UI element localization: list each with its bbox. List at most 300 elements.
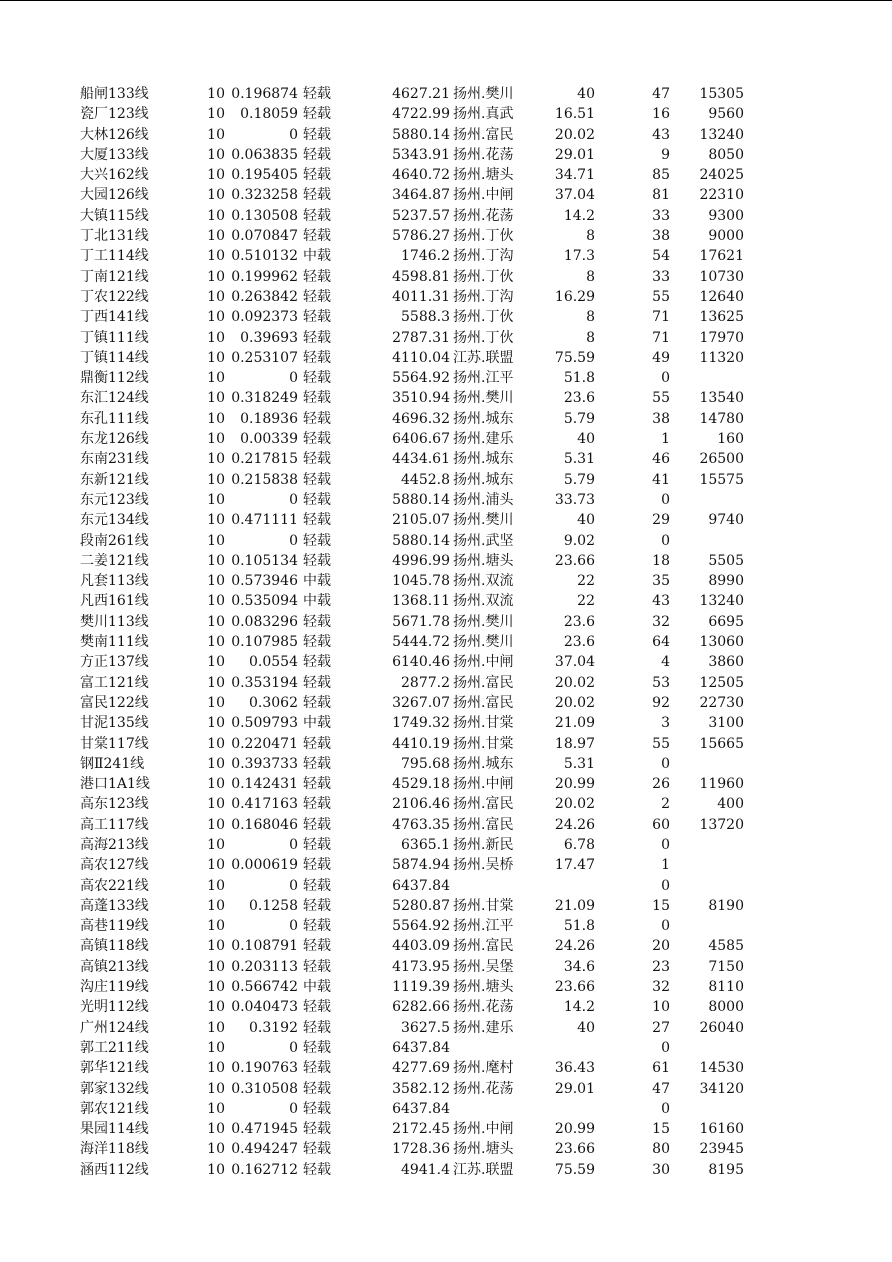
cell-capacity: 6140.46 <box>392 654 450 671</box>
cell-capacity: 1728.36 <box>392 1141 450 1158</box>
cell-voltage: 10 <box>207 491 225 508</box>
cell-capacity: 3267.07 <box>392 694 450 711</box>
cell-distance: 5.31 <box>563 755 595 772</box>
table-row <box>0 490 892 510</box>
cell-capacity: 1746.2 <box>401 248 450 265</box>
cell-load-status: 轻载 <box>303 694 331 711</box>
cell-load-status: 轻载 <box>303 309 331 326</box>
cell-line-name: 高镇118线 <box>80 938 149 955</box>
table-row <box>0 1119 892 1139</box>
cell-load-rate: 0.000619 <box>231 857 298 874</box>
cell-line-name: 大镇115线 <box>80 207 149 224</box>
table-row <box>0 531 892 551</box>
cell-distance: 24.26 <box>554 938 595 955</box>
cell-substation: 扬州.樊川 <box>453 613 514 630</box>
cell-kva: 8990 <box>708 573 744 590</box>
table-row <box>0 673 892 693</box>
cell-kva: 6695 <box>708 613 744 630</box>
cell-line-name: 樊南111线 <box>80 634 149 651</box>
cell-load-rate: 0.471111 <box>231 512 298 529</box>
cell-substation: 扬州.武坚 <box>453 532 514 549</box>
cell-count: 64 <box>652 634 670 651</box>
cell-voltage: 10 <box>207 431 225 448</box>
cell-line-name: 高农221线 <box>80 877 149 894</box>
cell-capacity: 1368.11 <box>392 593 450 610</box>
cell-capacity: 5880.14 <box>392 126 450 143</box>
cell-count: 0 <box>661 836 670 853</box>
cell-kva: 15575 <box>699 471 744 488</box>
cell-substation: 扬州.甘棠 <box>453 715 514 732</box>
cell-distance: 21.09 <box>554 715 595 732</box>
cell-count: 1 <box>661 857 670 874</box>
cell-voltage: 10 <box>207 654 225 671</box>
cell-load-status: 轻载 <box>303 207 331 224</box>
cell-count: 81 <box>652 187 670 204</box>
table-row <box>0 1018 892 1038</box>
cell-load-rate: 0.417163 <box>231 796 298 813</box>
cell-count: 32 <box>652 613 670 630</box>
cell-capacity: 4011.31 <box>392 288 450 305</box>
cell-load-status: 中载 <box>303 715 331 732</box>
cell-kva: 11960 <box>699 776 744 793</box>
cell-line-name: 二姜121线 <box>80 552 149 569</box>
cell-voltage: 10 <box>207 370 225 387</box>
cell-count: 16 <box>652 106 670 123</box>
cell-load-status: 轻载 <box>303 816 331 833</box>
cell-kva: 15665 <box>699 735 744 752</box>
cell-load-rate: 0.535094 <box>231 593 298 610</box>
table-row <box>0 1058 892 1078</box>
cell-count: 0 <box>661 918 670 935</box>
cell-line-name: 广州124线 <box>80 1019 149 1036</box>
cell-substation: 扬州.中闸 <box>453 1121 514 1138</box>
cell-kva: 13625 <box>699 309 744 326</box>
cell-kva: 14780 <box>699 410 744 427</box>
cell-substation: 扬州.建乐 <box>453 431 514 448</box>
cell-substation: 扬州.城东 <box>453 471 514 488</box>
cell-load-rate: 0.199962 <box>231 268 298 285</box>
cell-line-name: 海洋118线 <box>80 1141 149 1158</box>
cell-voltage: 10 <box>207 694 225 711</box>
cell-distance: 37.04 <box>554 654 595 671</box>
cell-load-status: 轻载 <box>303 776 331 793</box>
cell-capacity: 6406.67 <box>392 431 450 448</box>
cell-kva: 8190 <box>708 897 744 914</box>
cell-voltage: 10 <box>207 1060 225 1077</box>
cell-load-status: 轻载 <box>303 370 331 387</box>
cell-distance: 24.26 <box>554 816 595 833</box>
cell-capacity: 5880.14 <box>392 532 450 549</box>
cell-count: 71 <box>652 329 670 346</box>
cell-substation: 扬州.甘棠 <box>453 897 514 914</box>
cell-line-name: 甘棠117线 <box>80 735 149 752</box>
cell-voltage: 10 <box>207 796 225 813</box>
cell-kva: 13720 <box>699 816 744 833</box>
cell-count: 80 <box>652 1141 670 1158</box>
cell-capacity: 5671.78 <box>392 613 450 630</box>
cell-capacity: 2106.46 <box>392 796 450 813</box>
cell-substation: 扬州.花荡 <box>453 1080 514 1097</box>
cell-count: 47 <box>652 86 670 102</box>
cell-voltage: 10 <box>207 329 225 346</box>
cell-kva: 13240 <box>699 593 744 610</box>
cell-voltage: 10 <box>207 877 225 894</box>
cell-voltage: 10 <box>207 126 225 143</box>
cell-count: 30 <box>652 1161 670 1178</box>
cell-distance: 23.6 <box>563 634 595 651</box>
cell-substation: 扬州.塘头 <box>453 167 514 184</box>
cell-load-rate: 0.318249 <box>231 390 298 407</box>
cell-capacity: 5444.72 <box>392 634 450 651</box>
cell-capacity: 2787.31 <box>392 329 450 346</box>
cell-count: 92 <box>652 694 670 711</box>
cell-line-name: 丁南121线 <box>80 268 149 285</box>
cell-capacity: 4941.4 <box>401 1161 450 1178</box>
cell-count: 38 <box>652 228 670 245</box>
cell-line-name: 东南231线 <box>80 451 149 468</box>
cell-load-rate: 0.263842 <box>231 288 298 305</box>
cell-substation: 扬州.江平 <box>453 918 514 935</box>
cell-substation: 扬州.新民 <box>453 836 514 853</box>
cell-distance: 29.01 <box>554 1080 595 1097</box>
table-row <box>0 125 892 145</box>
cell-capacity: 4452.8 <box>401 471 450 488</box>
cell-load-rate: 0.471945 <box>231 1121 298 1138</box>
cell-capacity: 5564.92 <box>392 370 450 387</box>
table-row <box>0 916 892 936</box>
cell-load-status: 轻载 <box>303 1121 331 1138</box>
cell-count: 55 <box>652 288 670 305</box>
cell-capacity: 3582.12 <box>392 1080 450 1097</box>
table-row <box>0 774 892 794</box>
table-row <box>0 754 892 774</box>
cell-substation: 扬州.麾村 <box>453 1060 514 1077</box>
cell-kva: 17621 <box>699 248 744 265</box>
cell-distance: 5.79 <box>563 410 595 427</box>
cell-line-name: 丁工114线 <box>80 248 149 265</box>
table-row <box>0 936 892 956</box>
cell-count: 9 <box>661 146 670 163</box>
cell-load-status: 轻载 <box>303 512 331 529</box>
cell-substation: 扬州.樊川 <box>453 512 514 529</box>
feeder-load-table <box>0 84 892 1180</box>
table-row <box>0 977 892 997</box>
cell-capacity: 1045.78 <box>392 573 450 590</box>
cell-line-name: 东龙126线 <box>80 431 149 448</box>
cell-distance: 20.02 <box>554 674 595 691</box>
cell-count: 43 <box>652 593 670 610</box>
cell-distance: 20.02 <box>554 796 595 813</box>
cell-line-name: 东孔111线 <box>80 410 149 427</box>
cell-distance: 22 <box>577 573 595 590</box>
cell-voltage: 10 <box>207 958 225 975</box>
cell-count: 61 <box>652 1060 670 1077</box>
cell-distance: 17.3 <box>563 248 595 265</box>
cell-kva: 11320 <box>699 349 744 366</box>
cell-load-rate: 0.1258 <box>249 897 298 914</box>
cell-capacity: 2877.2 <box>401 674 450 691</box>
cell-load-rate: 0.196874 <box>231 86 298 102</box>
cell-voltage: 10 <box>207 1161 225 1178</box>
cell-count: 4 <box>661 654 670 671</box>
cell-count: 33 <box>652 207 670 224</box>
cell-count: 46 <box>652 451 670 468</box>
cell-capacity: 1119.39 <box>392 979 450 996</box>
cell-load-rate: 0 <box>289 877 298 894</box>
cell-distance: 23.66 <box>554 1141 595 1158</box>
table-row <box>0 693 892 713</box>
cell-count: 43 <box>652 126 670 143</box>
table-row <box>0 409 892 429</box>
table-row <box>0 855 892 875</box>
table-row <box>0 876 892 896</box>
cell-capacity: 4598.81 <box>392 268 450 285</box>
cell-capacity: 5280.87 <box>392 897 450 914</box>
cell-count: 10 <box>652 999 670 1016</box>
cell-count: 49 <box>652 349 670 366</box>
cell-distance: 21.09 <box>554 897 595 914</box>
cell-distance: 75.59 <box>554 349 595 366</box>
cell-substation: 扬州.樊川 <box>453 390 514 407</box>
table-row <box>0 734 892 754</box>
table-row <box>0 632 892 652</box>
cell-voltage: 10 <box>207 552 225 569</box>
cell-load-status: 轻载 <box>303 349 331 366</box>
cell-capacity: 3510.94 <box>392 390 450 407</box>
cell-load-rate: 0.190763 <box>231 1060 298 1077</box>
cell-voltage: 10 <box>207 938 225 955</box>
cell-distance: 14.2 <box>563 207 595 224</box>
cell-kva: 26500 <box>699 451 744 468</box>
cell-count: 0 <box>661 1039 670 1056</box>
cell-distance: 34.71 <box>554 167 595 184</box>
top-border <box>0 0 892 1</box>
cell-substation: 扬州.花荡 <box>453 999 514 1016</box>
cell-substation: 扬州.城东 <box>453 755 514 772</box>
cell-voltage: 10 <box>207 613 225 630</box>
table-row <box>0 206 892 226</box>
cell-load-status: 中载 <box>303 248 331 265</box>
cell-load-rate: 0.220471 <box>231 735 298 752</box>
cell-kva: 13540 <box>699 390 744 407</box>
cell-voltage: 10 <box>207 248 225 265</box>
cell-voltage: 10 <box>207 634 225 651</box>
cell-load-status: 轻载 <box>303 187 331 204</box>
cell-load-rate: 0.215838 <box>231 471 298 488</box>
cell-distance: 16.29 <box>554 288 595 305</box>
table-row <box>0 267 892 287</box>
cell-voltage: 10 <box>207 268 225 285</box>
cell-kva: 8050 <box>708 146 744 163</box>
cell-load-status: 轻载 <box>303 1019 331 1036</box>
table-row <box>0 713 892 733</box>
cell-capacity: 4722.99 <box>392 106 450 123</box>
cell-voltage: 10 <box>207 106 225 123</box>
cell-substation: 扬州.吴堡 <box>453 958 514 975</box>
cell-load-rate: 0.393733 <box>231 755 298 772</box>
cell-kva: 12505 <box>699 674 744 691</box>
cell-line-name: 鼎衡112线 <box>80 370 149 387</box>
cell-load-rate: 0.092373 <box>231 309 298 326</box>
table-row <box>0 1139 892 1159</box>
cell-voltage: 10 <box>207 1100 225 1117</box>
cell-capacity: 6437.84 <box>392 1100 450 1117</box>
cell-kva: 23945 <box>699 1141 744 1158</box>
cell-capacity: 4996.99 <box>392 552 450 569</box>
cell-line-name: 丁镇111线 <box>80 329 149 346</box>
cell-voltage: 10 <box>207 1039 225 1056</box>
cell-capacity: 5237.57 <box>392 207 450 224</box>
cell-capacity: 5564.92 <box>392 918 450 935</box>
cell-count: 2 <box>661 796 670 813</box>
cell-load-rate: 0.00339 <box>240 431 298 448</box>
table-row <box>0 794 892 814</box>
cell-count: 0 <box>661 1100 670 1117</box>
cell-load-rate: 0.39693 <box>240 329 298 346</box>
cell-voltage: 10 <box>207 573 225 590</box>
cell-distance: 23.6 <box>563 613 595 630</box>
cell-load-status: 轻载 <box>303 471 331 488</box>
table-row <box>0 551 892 571</box>
cell-load-rate: 0 <box>289 532 298 549</box>
cell-count: 1 <box>661 431 670 448</box>
cell-count: 55 <box>652 390 670 407</box>
cell-kva: 15305 <box>699 86 744 102</box>
cell-count: 55 <box>652 735 670 752</box>
cell-load-rate: 0 <box>289 370 298 387</box>
cell-distance: 20.02 <box>554 694 595 711</box>
cell-load-rate: 0 <box>289 1039 298 1056</box>
cell-voltage: 10 <box>207 755 225 772</box>
cell-voltage: 10 <box>207 1080 225 1097</box>
table-row <box>0 591 892 611</box>
cell-line-name: 方正137线 <box>80 654 149 671</box>
cell-line-name: 郭工211线 <box>80 1039 149 1056</box>
cell-capacity: 4434.61 <box>392 451 450 468</box>
cell-substation: 扬州.樊川 <box>453 634 514 651</box>
cell-capacity: 4640.72 <box>392 167 450 184</box>
cell-substation: 江苏.联盟 <box>453 349 514 366</box>
cell-voltage: 10 <box>207 187 225 204</box>
cell-load-rate: 0 <box>289 1100 298 1117</box>
cell-count: 29 <box>652 512 670 529</box>
cell-distance: 40 <box>577 1019 595 1036</box>
cell-load-rate: 0.070847 <box>231 228 298 245</box>
cell-load-status: 轻载 <box>303 106 331 123</box>
cell-distance: 8 <box>586 228 595 245</box>
cell-load-status: 轻载 <box>303 755 331 772</box>
cell-kva: 12640 <box>699 288 744 305</box>
cell-voltage: 10 <box>207 451 225 468</box>
cell-load-status: 轻载 <box>303 552 331 569</box>
cell-load-status: 轻载 <box>303 146 331 163</box>
cell-load-status: 轻载 <box>303 491 331 508</box>
cell-line-name: 东新121线 <box>80 471 149 488</box>
cell-load-rate: 0.130508 <box>231 207 298 224</box>
cell-load-rate: 0 <box>289 918 298 935</box>
cell-line-name: 丁镇114线 <box>80 349 149 366</box>
cell-load-status: 轻载 <box>303 451 331 468</box>
cell-kva: 5505 <box>708 552 744 569</box>
cell-count: 0 <box>661 755 670 772</box>
cell-load-rate: 0.353194 <box>231 674 298 691</box>
cell-distance: 16.51 <box>554 106 595 123</box>
cell-count: 0 <box>661 532 670 549</box>
cell-voltage: 10 <box>207 532 225 549</box>
table-row <box>0 652 892 672</box>
table-row <box>0 835 892 855</box>
cell-load-status: 轻载 <box>303 329 331 346</box>
cell-voltage: 10 <box>207 715 225 732</box>
cell-substation: 扬州.中闸 <box>453 654 514 671</box>
cell-line-name: 高工117线 <box>80 816 149 833</box>
cell-voltage: 10 <box>207 410 225 427</box>
table-row <box>0 185 892 205</box>
table-row <box>0 307 892 327</box>
cell-count: 3 <box>661 715 670 732</box>
cell-line-name: 东元134线 <box>80 512 149 529</box>
cell-count: 35 <box>652 573 670 590</box>
cell-line-name: 沟庄119线 <box>80 979 149 996</box>
table-row <box>0 896 892 916</box>
cell-distance: 8 <box>586 309 595 326</box>
cell-voltage: 10 <box>207 207 225 224</box>
cell-load-status: 轻载 <box>303 958 331 975</box>
table-row <box>0 165 892 185</box>
cell-count: 47 <box>652 1080 670 1097</box>
table-row <box>0 612 892 632</box>
cell-distance: 20.02 <box>554 126 595 143</box>
cell-substation: 扬州.富民 <box>453 126 514 143</box>
cell-line-name: 樊川113线 <box>80 613 149 630</box>
cell-load-rate: 0 <box>289 491 298 508</box>
cell-voltage: 10 <box>207 897 225 914</box>
cell-kva: 13060 <box>699 634 744 651</box>
table-row <box>0 104 892 124</box>
cell-substation: 扬州.樊川 <box>453 86 514 102</box>
cell-distance: 22 <box>577 593 595 610</box>
cell-kva: 8000 <box>708 999 744 1016</box>
cell-load-rate: 0.494247 <box>231 1141 298 1158</box>
cell-line-name: 富民122线 <box>80 694 149 711</box>
cell-line-name: 瓷厂123线 <box>80 106 149 123</box>
cell-voltage: 10 <box>207 593 225 610</box>
cell-capacity: 3464.87 <box>392 187 450 204</box>
cell-capacity: 6282.66 <box>392 999 450 1016</box>
cell-voltage: 10 <box>207 1121 225 1138</box>
cell-load-rate: 0.142431 <box>231 776 298 793</box>
cell-load-rate: 0.18936 <box>240 410 298 427</box>
cell-substation: 扬州.富民 <box>453 694 514 711</box>
cell-voltage: 10 <box>207 857 225 874</box>
cell-load-status: 轻载 <box>303 1141 331 1158</box>
cell-load-status: 轻载 <box>303 735 331 752</box>
cell-load-rate: 0.203113 <box>231 958 298 975</box>
cell-kva: 160 <box>717 431 744 448</box>
cell-substation: 扬州.塘头 <box>453 1141 514 1158</box>
cell-substation: 扬州.塘头 <box>453 979 514 996</box>
cell-count: 33 <box>652 268 670 285</box>
cell-distance: 33.73 <box>554 491 595 508</box>
cell-kva: 7150 <box>708 958 744 975</box>
cell-distance: 20.99 <box>554 776 595 793</box>
cell-load-rate: 0.040473 <box>231 999 298 1016</box>
cell-count: 38 <box>652 410 670 427</box>
cell-kva: 14530 <box>699 1060 744 1077</box>
cell-capacity: 5786.27 <box>392 228 450 245</box>
cell-load-status: 轻载 <box>303 613 331 630</box>
cell-kva: 34120 <box>699 1080 744 1097</box>
